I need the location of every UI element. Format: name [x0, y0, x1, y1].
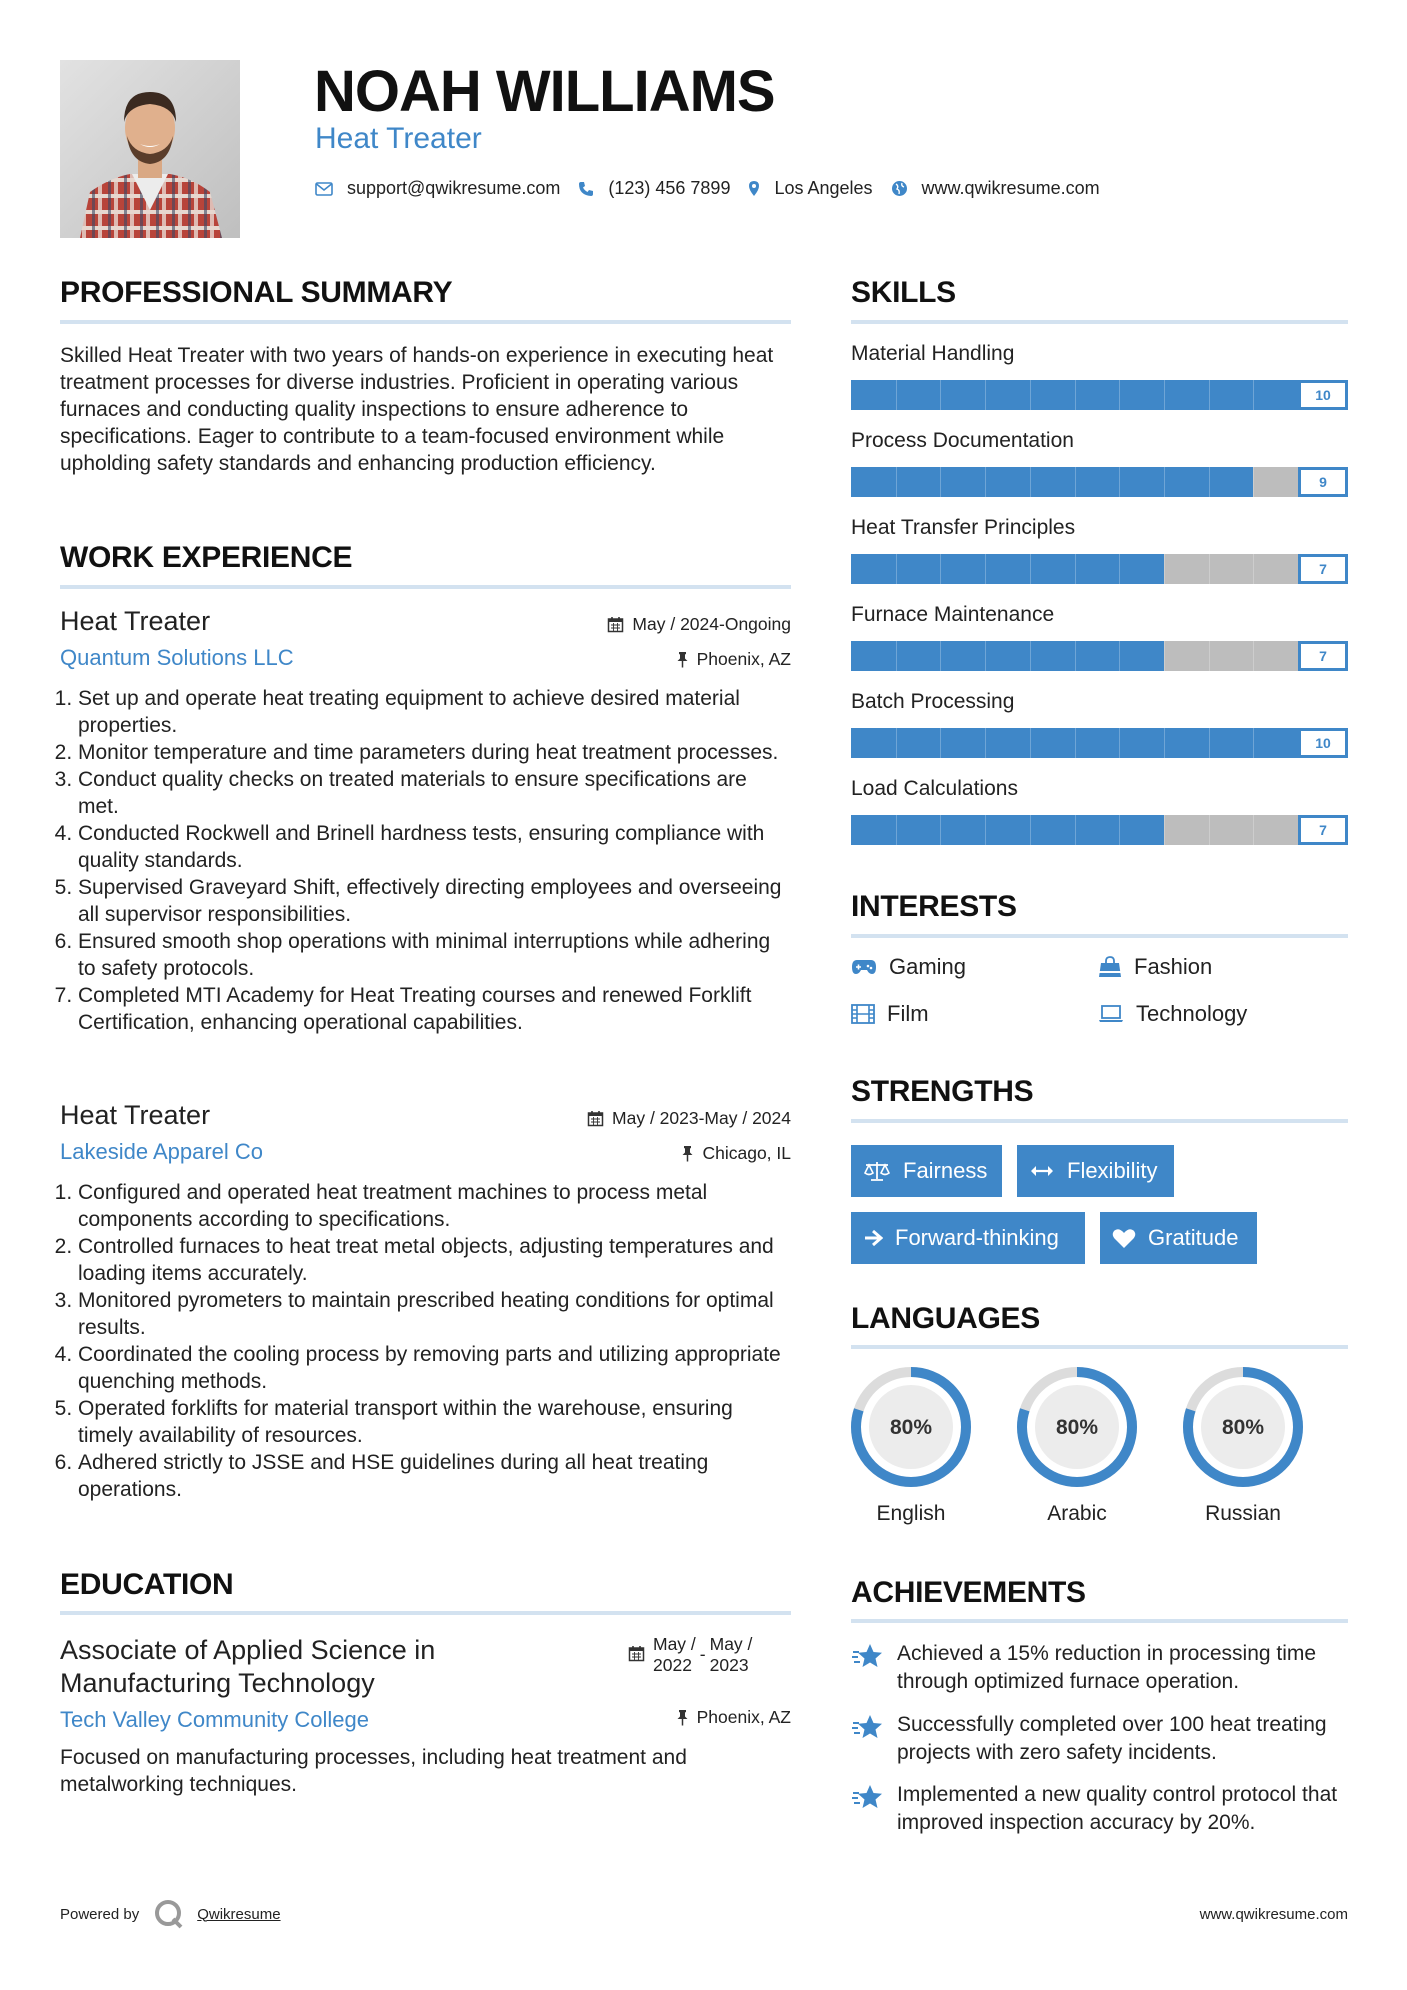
strength-label: Fairness	[903, 1158, 988, 1183]
skill-score: 7	[1298, 554, 1348, 584]
job-bullet: 3. Conduct quality checks on treated materials to ensure specifications are met.	[78, 766, 791, 820]
end-year: 2023	[709, 1655, 749, 1675]
skill-bar-segment	[1209, 467, 1210, 497]
candidate-title: Heat Treater	[315, 122, 482, 155]
skill-item	[851, 429, 1348, 490]
interest-fashion	[1098, 954, 1212, 980]
skill-score: 10	[1298, 728, 1348, 758]
skill-item	[851, 342, 1348, 403]
skill-bar-segment	[1075, 641, 1076, 671]
job-entry-2	[60, 1100, 791, 1503]
language-ring	[849, 1365, 973, 1489]
candidate-name: NOAH WILLIAMS	[314, 59, 775, 124]
language-item	[1181, 1365, 1305, 1526]
skill-bar-segment	[1075, 728, 1076, 758]
star-trophy-icon	[851, 1783, 885, 1813]
skill-bar-segment	[985, 641, 986, 671]
skill-score: 7	[1298, 641, 1348, 671]
job-company: Quantum Solutions LLC	[60, 645, 294, 670]
strengths-rule	[851, 1119, 1348, 1123]
education-end	[710, 1634, 753, 1676]
skill-bar-segment	[1209, 728, 1210, 758]
summary-heading: PROFESSIONAL SUMMARY	[60, 276, 453, 309]
skill-bar-segment	[896, 728, 897, 758]
skill-bar-segment	[1164, 815, 1165, 845]
contact-phone[interactable]	[578, 178, 730, 199]
strength-flexibility	[1017, 1145, 1174, 1197]
website-text: www.qwikresume.com	[921, 178, 1100, 198]
star-trophy-icon	[851, 1642, 885, 1672]
skill-item	[851, 690, 1348, 751]
skill-bar-segment	[896, 815, 897, 845]
languages-heading: LANGUAGES	[851, 1302, 1040, 1335]
achievements-heading: ACHIEVEMENTS	[851, 1576, 1086, 1609]
skill-bar	[851, 380, 1348, 410]
education-degree	[60, 1634, 435, 1700]
summary-text: Skilled Heat Treater with two years of hands-on experience in executing heat treatment processes for diverse industries. Proficient in operating various furnaces and conducting quality inspections to ensure adherence to specifications. Eager to contribute to a team-focused environment while upholding safety standards and enhancing production efficiency.	[60, 344, 774, 475]
language-ring	[1181, 1365, 1305, 1489]
skill-bar-segment	[1253, 815, 1254, 845]
pushpin-icon	[676, 651, 689, 668]
qwikresume-link[interactable]: Qwikresume	[197, 1905, 281, 1923]
contact-location	[748, 178, 872, 199]
degree-line-1: Associate of Applied Science in	[60, 1635, 436, 1665]
end-month: May /	[709, 1634, 753, 1654]
strength-label: Gratitude	[1148, 1225, 1239, 1250]
language-percent: 80%	[889, 1416, 933, 1439]
qwikresume-logo-icon	[153, 1898, 185, 1930]
contact-email[interactable]	[315, 178, 560, 199]
interest-technology	[1098, 1001, 1247, 1027]
interests-rule	[851, 934, 1348, 938]
film-icon	[851, 1004, 875, 1024]
education-school: Tech Valley Community College	[60, 1707, 369, 1732]
arrows-horizontal-icon	[1029, 1164, 1055, 1178]
achievement-item	[851, 1711, 1351, 1767]
laptop-icon	[1098, 1005, 1124, 1023]
location-text: Los Angeles	[774, 178, 873, 198]
job-bullet: 6. Ensured smooth shop operations with minimal interruptions while adhering to safety protocols.	[78, 928, 791, 982]
strength-label: Forward-thinking	[895, 1225, 1059, 1250]
skill-bar-segment	[1119, 641, 1120, 671]
language-name: English	[876, 1502, 946, 1525]
skill-bar-segment	[1030, 554, 1031, 584]
skill-bar-segment	[940, 380, 941, 410]
job-title: Heat Treater	[60, 606, 211, 636]
job-date-text: May / 2023-May / 2024	[612, 1108, 791, 1128]
footer-website[interactable]: www.qwikresume.com	[1199, 1906, 1348, 1923]
skills-heading: SKILLS	[851, 276, 956, 309]
interests-heading: INTERESTS	[851, 890, 1017, 923]
skill-bar	[851, 467, 1348, 497]
skill-bar-segment	[896, 380, 897, 410]
skill-score: 10	[1298, 380, 1348, 410]
skill-bar-segment	[1164, 554, 1165, 584]
skill-bar-segment	[1030, 815, 1031, 845]
date-separator: -	[699, 1644, 706, 1664]
skill-bar-segment	[1209, 554, 1210, 584]
map-marker-icon	[748, 180, 760, 197]
gamepad-icon	[851, 959, 877, 975]
achievement-item	[851, 1781, 1351, 1837]
skill-bar-segment	[1075, 467, 1076, 497]
skill-bar	[851, 815, 1348, 845]
skill-bar-segment	[1164, 641, 1165, 671]
skill-bar-segment	[1075, 380, 1076, 410]
achievements-rule	[851, 1619, 1348, 1623]
language-percent: 80%	[1221, 1416, 1265, 1439]
achievement-text: Achieved a 15% reduction in processing time through optimized furnace operation.	[897, 1642, 1317, 1693]
skill-bar-segment	[940, 815, 941, 845]
email-text: support@qwikresume.com	[347, 178, 561, 198]
calendar-icon	[628, 1645, 645, 1662]
contact-bar	[315, 178, 1118, 199]
skill-bar-segment	[1209, 815, 1210, 845]
star-trophy-icon	[851, 1713, 885, 1743]
strength-forward-thinking	[851, 1212, 1085, 1264]
skill-bar-segment	[1119, 815, 1120, 845]
job-bullet: 5. Operated forklifts for material transport within the warehouse, ensuring timely availability of resources.	[78, 1395, 791, 1449]
education-rule	[60, 1611, 791, 1615]
job-company: Lakeside Apparel Co	[60, 1139, 264, 1164]
globe-icon	[891, 180, 908, 197]
phone-text: (123) 456 7899	[608, 178, 731, 198]
skill-bar-segment	[896, 467, 897, 497]
language-name: Russian	[1205, 1502, 1281, 1525]
interest-gaming	[851, 954, 966, 980]
job-bullets	[60, 685, 791, 1036]
skill-bar-segment	[940, 554, 941, 584]
degree-line-2: Manufacturing Technology	[60, 1668, 375, 1698]
skill-name: Process Documentation	[851, 429, 1074, 452]
skill-item	[851, 516, 1348, 577]
skill-bar-segment	[985, 380, 986, 410]
summary-rule	[60, 320, 791, 324]
skill-bar-segment	[1209, 641, 1210, 671]
education-start	[653, 1634, 696, 1676]
skill-bar-segment	[1030, 380, 1031, 410]
job-bullet: 6. Adhered strictly to JSSE and HSE guidelines during all heat treating operations.	[78, 1449, 791, 1503]
arrow-right-icon	[863, 1229, 883, 1247]
achievement-item	[851, 1640, 1351, 1696]
skill-bar-segment	[896, 554, 897, 584]
contact-website[interactable]	[891, 178, 1100, 199]
skill-bar-segment	[1119, 380, 1120, 410]
phone-icon	[578, 181, 594, 197]
education-heading: EDUCATION	[60, 1568, 234, 1601]
skill-name: Furnace Maintenance	[851, 603, 1055, 626]
job-location	[676, 649, 791, 670]
interest-label: Technology	[1136, 1001, 1248, 1026]
skill-bar-segment	[1119, 728, 1120, 758]
skill-bar	[851, 728, 1348, 758]
strengths-heading: STRENGTHS	[851, 1075, 1034, 1108]
interest-label: Gaming	[889, 954, 967, 979]
skill-bar-segment	[1119, 554, 1120, 584]
skill-bar-segment	[985, 815, 986, 845]
skill-bar	[851, 554, 1348, 584]
job-location-text: Chicago, IL	[702, 1143, 791, 1163]
skill-score: 9	[1298, 467, 1348, 497]
skill-bar-segment	[1164, 380, 1165, 410]
language-item	[1015, 1365, 1139, 1526]
calendar-icon	[607, 616, 624, 633]
skill-bar-segment	[1030, 728, 1031, 758]
skill-item	[851, 603, 1348, 664]
skill-bar-segment	[1075, 815, 1076, 845]
interest-film	[851, 1001, 929, 1027]
job-date	[607, 614, 791, 635]
skill-bar-segment	[1253, 554, 1254, 584]
interest-label: Fashion	[1134, 954, 1213, 979]
job-bullet: 3. Monitored pyrometers to maintain prescribed heating conditions for optimal results.	[78, 1287, 791, 1341]
job-bullet: 1. Set up and operate heat treating equipment to achieve desired material properties.	[78, 685, 791, 739]
skill-bar-segment	[940, 467, 941, 497]
education-location	[676, 1707, 791, 1728]
job-bullet: 4. Coordinated the cooling process by removing parts and utilizing appropriate quenching methods.	[78, 1341, 791, 1395]
experience-rule	[60, 585, 791, 589]
interest-label: Film	[887, 1001, 929, 1026]
skill-bar-fill	[851, 641, 1164, 671]
job-location-text: Phoenix, AZ	[696, 649, 791, 669]
skill-bar-segment	[1164, 467, 1165, 497]
strength-fairness	[851, 1145, 1002, 1197]
skill-bar-segment	[985, 728, 986, 758]
experience-heading: WORK EXPERIENCE	[60, 541, 353, 574]
skill-bar-fill	[851, 554, 1164, 584]
skill-bar-segment	[985, 554, 986, 584]
skill-name: Material Handling	[851, 342, 1015, 365]
pushpin-icon	[676, 1709, 689, 1726]
job-location	[681, 1143, 791, 1164]
skill-bar-segment	[1253, 467, 1254, 497]
skill-score: 7	[1298, 815, 1348, 845]
job-entry-1	[60, 606, 791, 1036]
skill-name: Heat Transfer Principles	[851, 516, 1076, 539]
job-date	[587, 1108, 791, 1129]
skill-bar-segment	[1164, 728, 1165, 758]
strength-label: Flexibility	[1067, 1158, 1158, 1183]
job-bullet: 2. Controlled furnaces to heat treat metal objects, adjusting temperatures and loading items accurately.	[78, 1233, 791, 1287]
job-date-text: May / 2024-Ongoing	[632, 614, 791, 634]
skill-bar-segment	[1253, 641, 1254, 671]
education-description: Focused on manufacturing processes, including heat treatment and metalworking techniques.	[60, 1746, 687, 1796]
job-bullet: 2. Monitor temperature and time parameters during heat treatment processes.	[78, 739, 791, 766]
heart-icon	[1112, 1228, 1136, 1249]
calendar-icon	[587, 1110, 604, 1127]
strength-gratitude	[1100, 1212, 1257, 1264]
language-ring	[1015, 1365, 1139, 1489]
start-year: 2022	[653, 1655, 692, 1675]
footer-powered-by	[60, 1898, 281, 1930]
skill-bar-segment	[1119, 467, 1120, 497]
job-title: Heat Treater	[60, 1100, 211, 1130]
skill-bar-segment	[1075, 554, 1076, 584]
language-item	[849, 1365, 973, 1526]
skill-bar-segment	[896, 641, 897, 671]
languages-rule	[851, 1345, 1348, 1349]
balance-scale-icon	[863, 1160, 891, 1182]
job-bullets	[60, 1179, 791, 1503]
job-bullet: 4. Conducted Rockwell and Brinell hardness tests, ensuring compliance with quality standards.	[78, 820, 791, 874]
skill-bar-segment	[985, 467, 986, 497]
skill-bar-segment	[1253, 380, 1254, 410]
shopping-bag-icon	[1098, 956, 1122, 978]
language-name: Arabic	[1047, 1502, 1107, 1525]
job-bullet: 5. Supervised Graveyard Shift, effectively directing employees and overseeing all supervisor responsibilities.	[78, 874, 791, 928]
achievement-text: Implemented a new quality control protocol that improved inspection accuracy by 20%.	[897, 1783, 1338, 1834]
skill-bar-fill	[851, 467, 1253, 497]
skills-rule	[851, 320, 1348, 324]
skill-bar	[851, 641, 1348, 671]
job-bullet: 7. Completed MTI Academy for Heat Treating courses and renewed Forklift Certification, enhancing operational capabilities.	[78, 982, 791, 1036]
job-bullet: 1. Configured and operated heat treatment machines to process metal components according to specifications.	[78, 1179, 791, 1233]
skill-name: Batch Processing	[851, 690, 1015, 713]
skill-bar-segment	[1030, 641, 1031, 671]
profile-photo	[60, 60, 240, 238]
education-date	[628, 1634, 752, 1676]
skill-bar-segment	[940, 641, 941, 671]
skill-bar-segment	[940, 728, 941, 758]
education-location-text: Phoenix, AZ	[696, 1707, 791, 1727]
skill-name: Load Calculations	[851, 777, 1018, 800]
skill-bar-segment	[1030, 467, 1031, 497]
pushpin-icon	[681, 1145, 694, 1162]
powered-by-text: Powered by	[60, 1905, 140, 1923]
start-month: May /	[653, 1634, 696, 1654]
envelope-icon	[315, 182, 333, 196]
skill-bar-fill	[851, 815, 1164, 845]
skill-bar-segment	[1253, 728, 1254, 758]
skill-bar-segment	[1209, 380, 1210, 410]
skill-item	[851, 777, 1348, 838]
achievement-text: Successfully completed over 100 heat treating projects with zero safety incidents.	[897, 1713, 1327, 1764]
language-percent: 80%	[1055, 1416, 1099, 1439]
